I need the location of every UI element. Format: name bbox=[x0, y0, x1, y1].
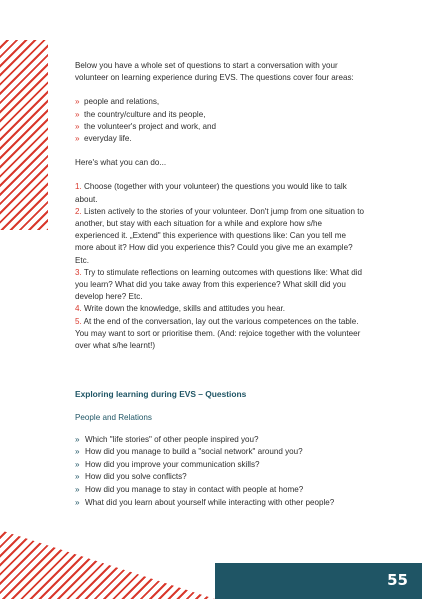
footer-bar bbox=[215, 563, 422, 599]
page-content bbox=[75, 60, 365, 509]
chevron-icon: » bbox=[75, 434, 80, 444]
chevron-icon: » bbox=[75, 109, 80, 119]
list-item: » How did you improve your communication skills? bbox=[75, 459, 365, 472]
chevron-icon: » bbox=[75, 97, 80, 107]
questions-list bbox=[75, 434, 365, 510]
list-item: 3. Try to stimulate reflections on learning outcomes with questions like: What did you learn? What did you take away from this experience? What skill did you develop here? Etc. bbox=[75, 267, 363, 302]
chevron-icon: » bbox=[75, 472, 80, 482]
what-you-can-do: Here's what you can do... bbox=[75, 158, 167, 168]
decorative-stripes-bottom bbox=[0, 530, 215, 599]
list-item: » the country/culture and its people, bbox=[75, 109, 365, 121]
list-item: 5. At the end of the conversation, lay out the various competences on the table. You may want to sort or prioritise them. (And: rejoice together with the volunteer over what s/he learnt!) bbox=[75, 316, 361, 351]
list-item: 1. Choose (together with your volunteer) the questions you would like to talk about. bbox=[75, 182, 347, 204]
list-item: » What did you learn about yourself while interacting with other people? bbox=[75, 497, 365, 510]
sub-title: People and Relations bbox=[75, 413, 152, 423]
chevron-icon: » bbox=[75, 134, 80, 144]
areas-list bbox=[75, 96, 365, 145]
list-item: » the volunteer's project and work, and bbox=[75, 121, 365, 133]
chevron-icon: » bbox=[75, 447, 80, 457]
list-item: 4. Write down the knowledge, skills and attitudes you hear. bbox=[75, 304, 285, 314]
list-item: » How did you manage to build a "social network" around you? bbox=[75, 446, 365, 459]
intro-paragraph: Below you have a whole set of questions to start a conversation with your volunteer on learning experience during EVS. The questions cover four areas: bbox=[75, 61, 354, 83]
steps-list bbox=[75, 181, 365, 352]
section-title: Exploring learning during EVS – Questions bbox=[75, 389, 247, 400]
chevron-icon: » bbox=[75, 459, 80, 469]
list-item: 2. Listen actively to the stories of your volunteer. Don't jump from one situation to another, but stay with each situation for a while and explore how s/he experienced it. „Extend" this experience with questions like: Can you tell me more about it? How did you experience this? Could you give me an example? Etc. bbox=[75, 206, 365, 265]
list-item: » everyday life. bbox=[75, 133, 365, 145]
chevron-icon: » bbox=[75, 497, 80, 507]
chevron-icon: » bbox=[75, 485, 80, 495]
chevron-icon: » bbox=[75, 121, 80, 131]
page-number: 55 bbox=[387, 571, 408, 589]
list-item: » people and relations, bbox=[75, 96, 365, 108]
decorative-stripes-top bbox=[0, 40, 48, 230]
list-item: » Which "life stories" of other people inspired you? bbox=[75, 434, 365, 447]
list-item: » How did you solve conflicts? bbox=[75, 471, 365, 484]
list-item: » How did you manage to stay in contact with people at home? bbox=[75, 484, 365, 497]
